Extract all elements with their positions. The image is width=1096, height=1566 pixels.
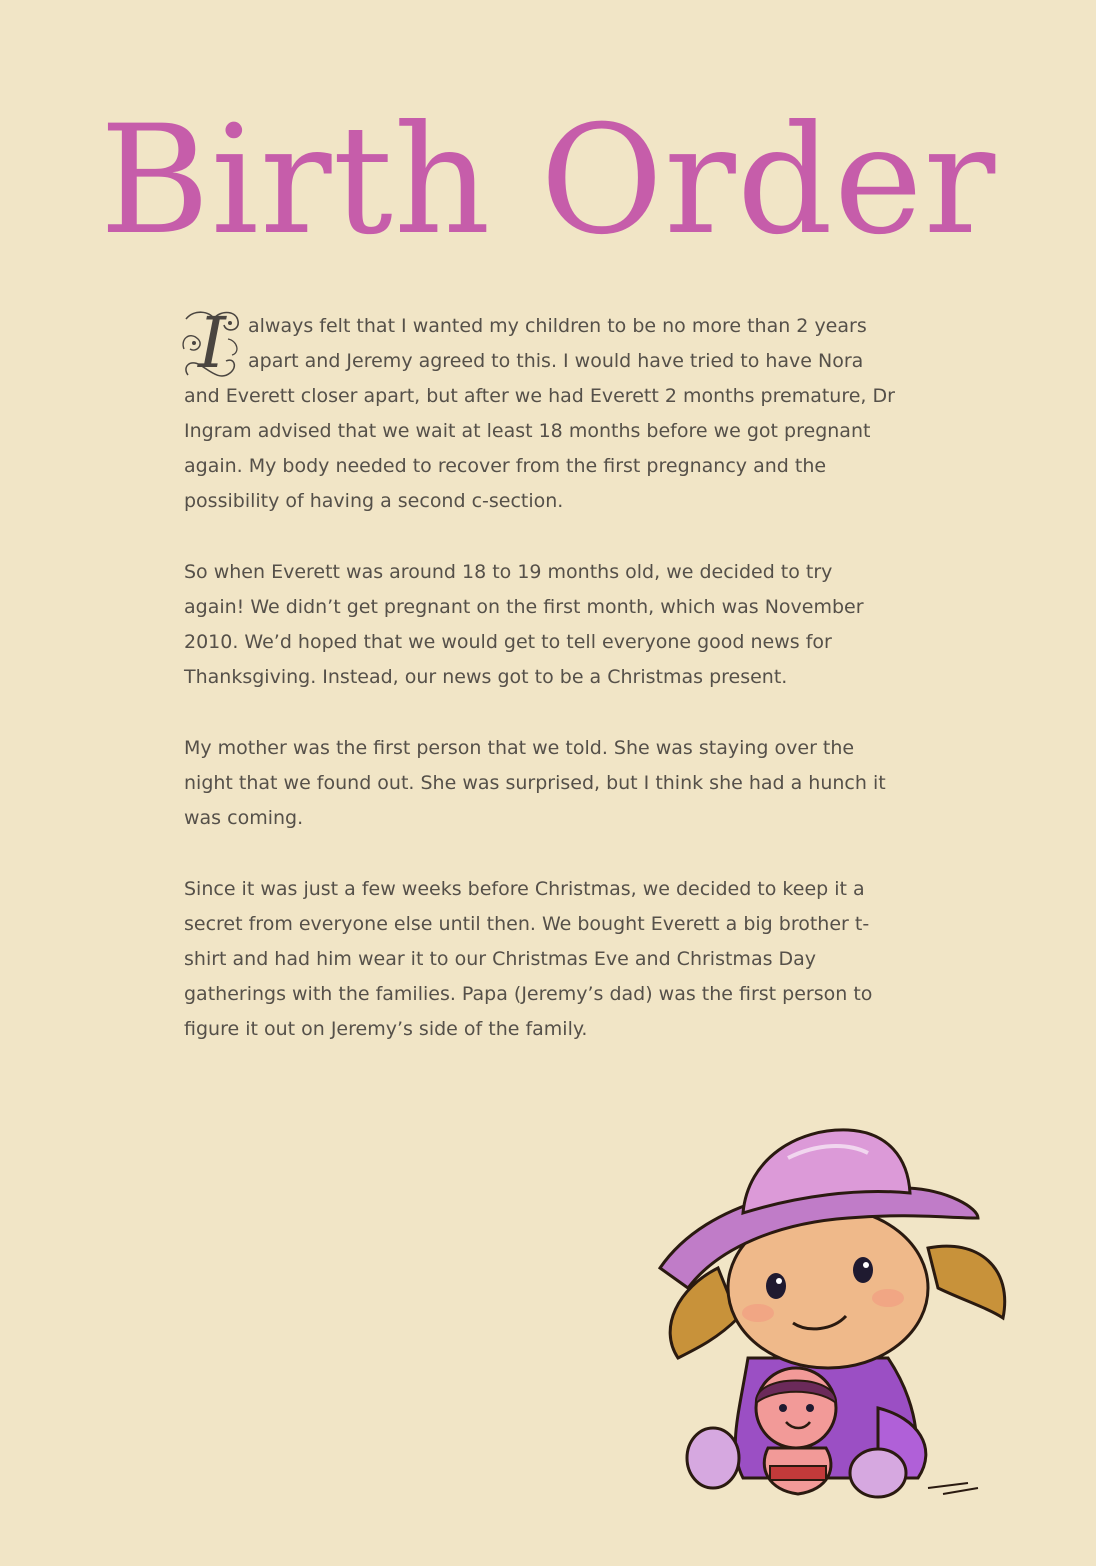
girl-with-doll-illustration xyxy=(648,1118,1018,1518)
body-text xyxy=(184,302,898,1083)
page-title: Birth Order xyxy=(99,94,997,268)
paragraph-3: My mother was the first person that we told. She was staying over the night that we found out. She was surprised, but I think she had a hunch it was coming. xyxy=(184,737,886,829)
paragraph-text: always felt that I wanted my children to be no more than 2 years apart and Jeremy agreed to this. I would have tried to have Nora and Everett closer apart, but after we had Everett 2 months premature, Dr Ingram advised that we wait at least 18 months before we got pregnant again. My body needed to recover from the first pregnancy and the possibility of having a second c-section. xyxy=(184,315,895,512)
paragraph-1 xyxy=(184,302,898,519)
paragraph-2: So when Everett was around 18 to 19 months old, we decided to try again! We didn’t get pregnant on the first month, which was November 2010. We’d hoped that we would get to tell everyone good news for Thanksgiving. Instead, our news got to be a Christmas present. xyxy=(184,561,864,688)
ornamental-dropcap xyxy=(180,302,242,384)
paragraph-4: Since it was just a few weeks before Christmas, we decided to keep it a secret from everyone else until then. We bought Everett a big brother t-shirt and had him wear it to our Christmas Eve and Christmas Day gatherings with the families. Papa (Jeremy’s dad) was the first person to figure it out on Jeremy’s side of the family. xyxy=(184,878,873,1040)
dropcap-letter: I xyxy=(198,302,226,384)
